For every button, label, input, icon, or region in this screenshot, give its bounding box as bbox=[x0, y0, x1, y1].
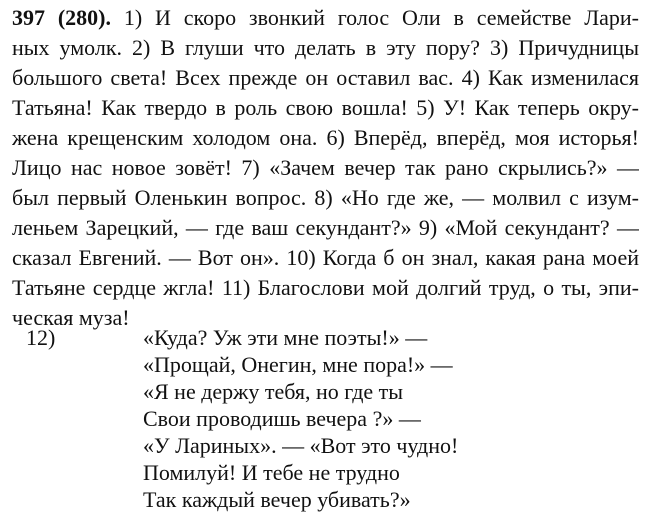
exercise-line-11: ческая муза! bbox=[12, 305, 130, 330]
exercise-line-10: Татьяне сердце жгла! 11) Благослови мой долгий труд, о ты, эпи- bbox=[12, 275, 639, 300]
exercise-line-5: жена крещенским холодом она. 6) Вперёд, вперёд, моя исторья! bbox=[12, 125, 639, 150]
exercise-line-9: сказал Евгений. — Вот он». 10) Когда б он знал, какая рана моей bbox=[12, 245, 639, 270]
exercise-line-1-text: 1) И скоро звонкий голос Оли в семействе Лари- bbox=[111, 5, 639, 30]
exercise-line-8: леньем Зарецкий, — где ваш секундант?» 9) «Мой секундант? — bbox=[12, 215, 639, 240]
poem-line-6: Помилуй! И тебе не трудно bbox=[143, 460, 400, 485]
exercise-line-7: был первый Оленькин вопрос. 8) «Но где же, — молвил с изум- bbox=[12, 185, 639, 210]
exercise-line-4: Татьяна! Как твердо в роль свою вошла! 5) У! Как теперь окру- bbox=[12, 95, 639, 120]
poem-line-1: «Куда? Уж эти мне поэты!» — bbox=[143, 325, 428, 350]
poem-line-4: Свои проводишь вечера ?» — bbox=[143, 406, 421, 431]
exercise-line-2: ных умолк. 2) В глуши что делать в эту пору? 3) Причудницы bbox=[12, 35, 639, 60]
poem-line-2: «Прощай, Онегин, мне пора!» — bbox=[143, 352, 453, 377]
poem-line-7: Так каждый вечер убивать?» bbox=[143, 487, 411, 512]
item-12-label: 12) bbox=[26, 325, 56, 350]
poem-line-3: «Я не держу тебя, но где ты bbox=[143, 379, 404, 404]
poem-line-5: «У Лариных». — «Вот это чудно! bbox=[143, 433, 459, 458]
exercise-number: 397 (280). bbox=[12, 5, 111, 30]
exercise-line-6: Лицо нас новое зовёт! 7) «Зачем вечер так рано скрылись?» — bbox=[12, 155, 639, 180]
exercise-line-1 bbox=[12, 4, 639, 32]
exercise-line-3: большого света! Всех прежде он оставил вас. 4) Как изменилася bbox=[12, 65, 639, 90]
